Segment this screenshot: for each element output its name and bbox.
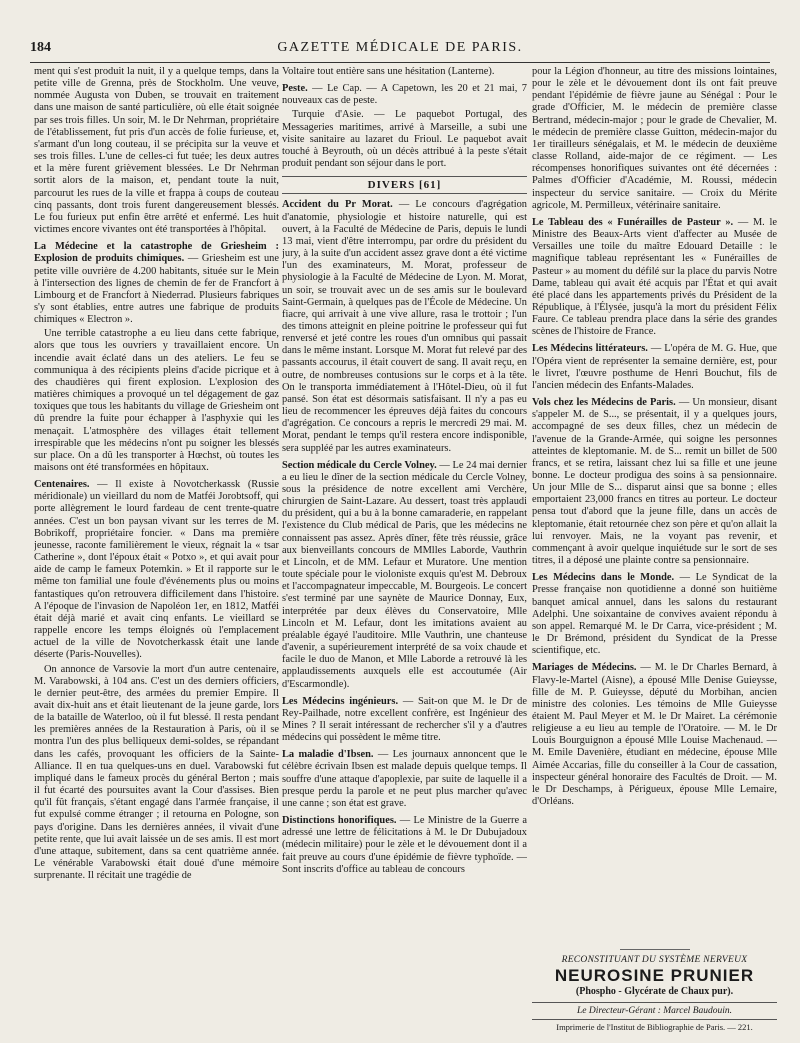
article-body: Un monsieur, disant s'appeler M. de S..., se présentait, il y a quelques jours, accompagné de ses deux filles, chez un médecin de l'avenue de la Grande-Armée, qui soigne les personnes atteintes de kleptomanie. M. de S... remit un billet de 500 francs, et se retira, laissant chez lui sa fille et une jeune bonne. Le docteur prodigua des soins à sa pensionnaire. Un jour Mlle de S... disparut ainsi que sa bonne ; elles emportaient 23,000 francs en titres au porteur. Le docteur pensa tout d'abord que la jeune fille, dans un accès de kleptomanie, était retournée chez son père et qu'on allait la lui renvoyer. Mais, ne la voyant pas revenir, et commençant à avoir quelque inquiétude sur le sort de ses titres, il a déposé une plainte contre sa pensionnaire. — [532, 397, 777, 567]
article: La maladie d'Ibsen. — Les journaux annoncent que le célèbre écrivain Ibsen est malade depuis quelque temps. Il souffre d'une attaque d'apoplexie, par suite de laquelle il a presque perdu la parole et ne peut plus marcher qu'avec une canne ; son état est grave. — [282, 749, 527, 809]
article-title: Les Médecins dans le Monde. — [532, 572, 675, 584]
page-number: 184 — [30, 40, 51, 55]
article: Section médicale du Cercle Volney. — Le 24 mai dernier a eu lieu le dîner de la section médicale du Cercle Volney, sous la présidence de notre excellent ami Verchère, chirurgien de Saint-Lazare. Au dessert, toast très applaudi du président, qui a bu à la bonne camaraderie, en rappelant l'existence du Club médical de Paris, que les médecins ne connaissent pas assez. Après dîner, fête très réussie, grâce aux bienveillants concours de MMlles Laborde, Vauthrin et Lincoln, et de MM. Lefaur et Muratore. Une mention toute spéciale pour le violoniste exquis qu'est M. Debroux et l'accompagnateur impeccable, M. Bourgeois. Le concert s'est terminé par une saynète de Maurice Donnay, Eux, interprétée par deux élèves du Conservatoire, Mlle Lincoln et M. Lefaur, dont les imitations avaient au préalable égayé l'auditoire. Mlle Vauthrin, une chanteuse d'avenir, a supérieurement interprété de sa voix chaude et facile le duo de Manon, et Mlle Laborde a retrouvé là les applaudissements auxquels elle est accoutumée (Air d'Escarmondle). — [282, 459, 527, 690]
article-body: M. le Ministre des Beaux-Arts vient d'affecter au Musée de Versailles une toile du maître Edouard Detaille : le magnifique tableau représentant les « Funérailles de Pasteur » au moment du défilé sur la place du parvis Notre Dame, tableau qui avait été acquis par l'État et qui avait été placé dans les appartements privés du Président de la République, à l'Élysée, jusqu'à la mort du président Félix Faure. Ce tableau prendra place dans la série des grandes scènes de l'histoire de France. — [532, 216, 777, 338]
article-text — [34, 328, 279, 474]
article-title: Les Médecins littérateurs. — [532, 343, 648, 355]
article-text — [34, 664, 279, 883]
ad-product-description: (Phospho - Glycérate de Chaux pur). — [575, 986, 734, 997]
article-title: Le Tableau des « Funérailles de Pasteur ». — [532, 216, 734, 228]
article-body: Une terrible catastrophe a eu lieu dans cette fabrique, alors que tous les ouvriers y travaillaient encore. Un incendie avait éclaté dans un des ateliers. Le feu se communiqua à des récipients pleins d'acide picrique et à des chaudières qui firent explosion. L'explosion des matières chimiques a provoqué un tel dégagement de gaz toxiques que tous les habitants du village de Griesheim ont dû prendre la fuite pour échapper à l'asphyxie qui les menaçait. L'atmosphère des villages était tellement irrespirable que les médecins n'ont pu soigner les blessés sur place. On a dû les transporter à Hœchst, où toutes les maisons ont été transformées en hôpitaux. — [34, 328, 279, 473]
ad-separator — [620, 949, 690, 950]
column-middle — [282, 66, 527, 1036]
article-text — [34, 66, 279, 236]
article: Peste. — Le Cap. — A Capetown, les 20 et 21 mai, 7 nouveaux cas de peste. — [282, 83, 527, 107]
article-title: Les Médecins ingénieurs. — [282, 695, 399, 707]
page-footer — [532, 1002, 777, 1032]
article-body: ment qui s'est produit la nuit, il y a quelque temps, dans la petite ville de Grenna, près de Stockholm. Une veuve, nommée Augusta von Duben, se trouvait en traitement dans une maison de santé particulière, où elle était soignée par ses trois filles. Un soir, M. le Dr Nehrman, propriétaire de l'établissement, fut pris d'un accès de folie furieuse, et, s'armant d'un long couteau, il se précipita sur la veuve et ses trois filles. L'une de celles-ci fut tuée; les deux autres et la mère furent grièvement blessées. Le Dr Nehrman sortit alors de la maison, et, pendant toute la nuit, parcourut les rues de la ville et frappa à coups de couteau cinq passants, dont trois furent dangereusement blessés. Le fou furieux put enfin être arrêté et enfermé. Les huit victimes encore vivantes ont été transportées à l'hôpital. — [34, 66, 279, 236]
ad-product-name: NEUROSINE PRUNIER — [554, 966, 755, 985]
article-title: La Médecine et la catastrophe de Griesheim : Explosion de produits chimiques. — [34, 241, 279, 265]
article: Le Tableau des « Funérailles de Pasteur ». — M. le Ministre des Beaux-Arts vient d'affecter au Musée de Versailles une toile du maître Edouard Detaille : le magnifique tableau représentant les « Funérailles de Pasteur » au moment du défilé sur la place du parvis Notre Dame, tableau qui avait été acquis par l'État et qui avait été placé dans les appartements privés du Président de la République, à l'Élysée, jusqu'à la mort du président Félix Faure. Ce tableau prendra place dans la série des grandes scènes de l'histoire de France. — [532, 216, 777, 338]
section-heading-divers: DIVERS [61] — [282, 176, 527, 194]
article-body: Le Cap. — A Capetown, les 20 et 21 mai, 7 nouveaux cas de peste. — [282, 83, 527, 107]
article-body: Le 24 mai dernier a eu lieu le dîner de la section médicale du Cercle Volney, sous la présidence de notre excellent ami Verchère, chirurgien de Saint-Lazare. Au dessert, toast très applaudi du président, qui a bu à la bonne camaraderie, en rappelant l'existence du Club médical de Paris, que les médecins ne connaissent pas assez. Après dîner, fête très réussie, grâce aux bienveillants concours de MMlles Laborde, Vauthrin et Lincoln, et de MM. Lefaur et Muratore. Une mention toute spéciale pour le violoniste exquis qu'est M. Debroux et l'accompagnateur impeccable, M. Bourgeois. Le concert s'est terminé par une saynète de Maurice Donnay, Eux, interprétée par deux élèves du Conservatoire, Mlle Lincoln et M. Lefaur, dont les imitations avaient au préalable égayé l'auditoire. Mlle Vauthrin, une chanteuse d'avenir, a supérieurement interprété de sa voix chaude et facile le duo de Manon, et Mlle Laborde a retrouvé là les applaudissements auxquels elle est accoutumée (Air d'Escarmondle). — [282, 459, 527, 690]
header-rule — [30, 62, 770, 63]
director-line: Le Directeur-Gérant : Marcel Baudouin. — [532, 1002, 777, 1016]
article: Accident du Pr Morat. — Le concours d'agrégation d'anatomie, physiologie et histoire naturelle, qui est ouvert, à la Faculté de Médecine de Paris, depuis le lundi 13 mai, vient d'être interrompu, par ordre du président du jury, à la suite d'un accident assez grave dont a été victime l'un des examinateurs, M. Morat, professeur de physiologie à la Faculté de Médecine de Lyon. M. Morat, un soir, se trouvait avec un de ses amis sur le boulevard Saint-Germain, à quelques pas de l'École de Médecine. Un fiacre, qui arrivait à une vive allure, rasa le trottoir ; l'un des timons atteignit en pleine poitrine le professeur qui fut renversé et jeté contre les roues d'un omnibus qui passait dans le même instant. Lorsque M. Morat fut relevé par des passants accourus, il était couvert de sang. Il avait reçu, en outre, de nombreuses contusions sur le corps et à la tête. On le transporta immédiatement à l'Hôtel-Dieu, où il fut pansé. Son état est désormais satisfaisant. Il n'y a pas eu lieu de recommencer les épreuves déjà faites du concours d'agrégation. Ce concours a repris le mercredi 29 mai. M. Morat, pendant le temps qu'il restera encore indisponible, sera suppléé par les autres examinateurs. — [282, 199, 527, 454]
advertisement — [532, 944, 777, 997]
article: Les Médecins ingénieurs. — Sait-on que M. le Dr de Rey-Pailhade, notre excellent confrère, est Ingénieur des Mines ? Il serait intéressant de rechercher s'il y a d'autres médecins qui possèdent le même titre. — [282, 695, 527, 744]
article-title: Peste. — [282, 83, 308, 95]
article-body: Sait-on que M. le Dr de Rey-Pailhade, notre excellent confrère, est Ingénieur des Mines ? Il serait intéressant de rechercher s'il y a d'autres médecins qui possèdent le même titre. — [282, 695, 527, 744]
article-title: Vols chez les Médecins de Paris. — [532, 397, 676, 409]
column-left — [34, 66, 279, 1036]
article-body: Griesheim est une petite ville ouvrière de 4.200 habitants, située sur le Mein à l'intersection des lignes de chemin de fer de Francfort à Limbourg et de Francfort à Niederrad. Plusieurs fabriques s'y sont établies, entre autres une fabrique de produits chimiques « Electron ». — [34, 253, 279, 326]
article: Mariages de Médecins. — M. le Dr Charles Bernard, à Flavy-le-Martel (Aisne), a épousé Mlle Denise Guieysse, fille de M. P. Guieysse, député du Morbihan, ancien ministre des colonies. Les témoins de Mlle Guieysse étaient M. Paul Meyer et M. le Dr Mairet. La cérémonie religieuse a eu lieu au temple de l'Oratoire. — M. le Dr Louis Bourguignon a épousé Mlle Louise Machenaud. — M. Emile Davenière, étudiant en médecine, épouse Mlle Aimée Accarias, fille du conseiller à la Cour de cassation, inspecteur général honoraire des Facultés de Droit. — M. le Dr Deschamps, à Périgueux, épouse Mlle Lemaire, d'Orléans. — [532, 662, 777, 808]
article-body: Le Ministre de la Guerre a adressé une lettre de félicitations à M. le Dr Dubujadoux (médecin militaire) pour le zèle et le dévouement dont il a fait preuve au cours d'une épidémie de fièvre typhoïde. — Sont inscrits d'office au tableau de concours — [282, 815, 527, 875]
article-body: pour la Légion d'honneur, au titre des missions lointaines, pour le zèle et le dévouement dont ils ont fait preuve pendant l'épidémie de fièvre jaune au Sénégal : Pour le grade d'Officier, M. le médecin de première classe Bertrand, médecin-major ; pour le grade de Chevalier, M. le médecin de première classe Guitton, médecin-major du 1er tirailleurs sénégalais, et M. le médecin de deuxième classe Rolland, aide-major de ce régiment. — Les récompenses honorifiques suivantes ont été décernées : Palmes d'Officier d'Académie, M. Roussi, médecin inspecteur du service sanitaire. — Croix du Mérite agricole, M. Permilleux, vétérinaire sanitaire. — [532, 66, 777, 211]
article-title: Section médicale du Cercle Volney. — [282, 459, 437, 471]
article-body: M. le Dr Charles Bernard, à Flavy-le-Martel (Aisne), a épousé Mlle Denise Guieysse, fille de M. P. Guieysse, député du Morbihan, ancien ministre des colonies. Les témoins de Mlle Guieysse étaient M. Paul Meyer et M. le Dr Mairet. La cérémonie religieuse a eu lieu au temple de l'Oratoire. — M. le Dr Louis Bourguignon a épousé Mlle Louise Machenaud. — M. Emile Davenière, étudiant en médecine, épouse Mlle Aimée Accarias, fille du conseiller à la Cour de cassation, inspecteur général honoraire des Facultés de Droit. — M. le Dr Deschamps, à Périgueux, épouse Mlle Lemaire, d'Orléans. — [532, 662, 777, 808]
article-body: Le concours d'agrégation d'anatomie, physiologie et histoire naturelle, qui est ouvert, à la Faculté de Médecine de Paris, depuis le lundi 13 mai, vient d'être interrompu, par ordre du président du jury, à la suite d'un accident assez grave dont a été victime l'un des examinateurs, M. Morat, professeur de physiologie à la Faculté de Médecine de Lyon. M. Morat, un soir, se trouvait avec un de ses amis sur le boulevard Saint-Germain, à quelques pas de l'École de Médecine. Un fiacre, qui arrivait à une vive allure, rasa le trottoir ; l'un des timons atteignit en pleine poitrine le professeur qui fut renversé et jeté contre les roues d'un omnibus qui passait dans le même instant. Lorsque M. Morat fut relevé par des passants accourus, il était couvert de sang. Il avait reçu, en outre, de nombreuses contusions sur le corps et à la tête. On le transporta immédiatement à l'Hôtel-Dieu, où il fut pansé. Son état est désormais satisfaisant. Il n'y a pas eu lieu de recommencer les épreuves déjà faites du concours d'agrégation. Ce concours a repris le mercredi 29 mai. M. Morat, pendant le temps qu'il restera encore indisponible, sera suppléé par les autres examinateurs. — [282, 199, 527, 454]
article-body: Turquie d'Asie. — Le paquebot Portugal, des Messageries maritimes, arrivé à Marseille, a subi une visite sanitaire au lazaret du Frioul. Le paquebot avait touché à Beyrouth, où un décès attribué à la peste s'était produit pendant son séjour dans le port. — [282, 109, 527, 170]
article-title: La maladie d'Ibsen. — [282, 749, 374, 761]
article: Les Médecins dans le Monde. — Le Syndicat de la Presse française non quotidienne a donné son huitième banquet amical annuel, dans les salons du restaurant Adelphi. Une soixantaine de convives avaient répondu à son appel. Remarqué M. le Dr Carra, vice-président ; M. le Dr Brémond, président du Syndicat de la Presse scientifique, etc. — [532, 572, 777, 657]
article: Vols chez les Médecins de Paris. — Un monsieur, disant s'appeler M. de S..., se présentait, il y a quelques jours, accompagné de ses deux filles, chez un médecin de l'avenue de la Grande-Armée, qui soigne les personnes atteintes de kleptomanie. M. de S... remit un billet de 500 francs, et se retira, laissant chez lui sa fille et une jeune bonne. Le docteur prodigua des soins à sa pensionnaire. Un jour Mlle de S... disparut ainsi que sa bonne ; elles emportaient 23,000 francs en titres au porteur. Le docteur pensa tout d'abord que la jeune fille, dans un accès de kleptomanie, était retournée chez son père et qu'on allait la lui renvoyer. Mais, ne la voyant pas revenir, et commençant à avoir quelque inquiétude sur le sort de ses titres, il a déposé une plainte contre sa pensionnaire. — [532, 397, 777, 567]
article: La Médecine et la catastrophe de Griesheim : Explosion de produits chimiques. — Griesheim est une petite ville ouvrière de 4.200 habitants, située sur le Mein à l'intersection des lignes de chemin de fer de Francfort à Limbourg et de Francfort à Niederrad. Plusieurs fabriques s'y sont établies, entre autres une fabrique de produits chimiques « Electron ». — [34, 241, 279, 326]
article-text — [282, 109, 527, 170]
article-text — [282, 66, 527, 78]
article-title: Accident du Pr Morat. — [282, 199, 393, 211]
article-text — [532, 66, 777, 212]
article-body: On annonce de Varsovie la mort d'un autre centenaire, M. Varabowski, à 104 ans. C'est un des derniers officiers, le dernier peut-être, des armées du premier Empire. Il avait dix-huit ans et était lieutenant de la jeune garde, lors de la bataille de Waterloo, où il fut blessé. Il resta pendant les premières années de la Restauration à Paris, où il se montra l'un des plus belliqueux demi-soldes, se répandant dans les cafés, provoquant les officiers de la Sainte-Alliance. Il en tua quelques-uns en duel. Varabowski fut impliqué dans le fameux procès du général Berton ; mais il fut écarté des poursuites avant la Cour d'assises. Bien qu'il fût français, s'étant engagé dans l'armée française, il fut expulsé comme étranger ; il retourna en Pologne, son pays d'origine. Dans les dernières années, il vivait d'une petite rente, que lui avait laissée un de ses amis. Il est mort d'une attaque, subitement, dans sa cent quatrième année. Le vénérable Varabowski était doué d'une mémoire surprenante. Il récitait une tragédie de — [34, 663, 279, 882]
article-body: Le Syndicat de la Presse française non quotidienne a donné son huitième banquet amical annuel, dans les salons du restaurant Adelphi. Une soixantaine de convives avaient répondu à son appel. Remarqué M. le Dr Carra, vice-président ; M. le Dr Brémond, président du Syndicat de la Presse scientifique, etc. — [532, 572, 777, 657]
article-body: Voltaire tout entière sans une hésitation (Lanterne). — [282, 66, 495, 77]
journal-title: GAZETTE MÉDICALE DE PARIS. — [277, 40, 523, 55]
article-title: Centenaires. — [34, 479, 90, 491]
article-title: Distinctions honorifiques. — [282, 815, 397, 827]
article-body: Il existe à Novotcherkassk (Russie méridionale) un vieillard du nom de Matféi Jorobtsoff, qui porte allègrement le lourd fardeau de cent trente-quatre années. C'est un bon paysan vivant sur les terres de M. Bobrikoff, propriétaire foncier. « Dans ma première jeunesse, raconte familièrement le vieux, régnait la « tsar Catherine », dont l'époux était « Potxo », et qui avait pour aide de camp le fameux Potemkin. » Et il rapporte sur le même ton familial une foule d'événements plus ou moins fantastiques qu'on retrouvera difficilement dans l'histoire. A l'époque de l'invasion de Napoléon 1er, en 1812, Matféi était déjà marié et avait cinq enfants. Le vieillard se rappelle encore les temps éloignés où l'emplacement actuel de la ville de Novotcherkassk était une lande déserte (Paris-Nouvelles). — [34, 479, 279, 661]
column-right — [532, 66, 777, 936]
article-body: L'opéra de M. G. Hue, que l'Opéra vient de représenter la semaine dernière, est, pour le livret, l'œuvre posthume de Henri Bouchut, fils de l'ancien médecin des Enfants-Malades. — [532, 343, 777, 391]
article-title: Mariages de Médecins. — [532, 662, 637, 674]
page-header — [30, 40, 770, 60]
article: Distinctions honorifiques. — Le Ministre de la Guerre a adressé une lettre de félicitations à M. le Dr Dubujadoux (médecin militaire) pour le zèle et le dévouement dont il a fait preuve au cours d'une épidémie de fièvre typhoïde. — Sont inscrits d'office au tableau de concours — [282, 815, 527, 875]
article: Les Médecins littérateurs. — L'opéra de M. G. Hue, que l'Opéra vient de représenter la semaine dernière, est, pour le livret, l'œuvre posthume de Henri Bouchut, fils de l'ancien médecin des Enfants-Malades. — [532, 343, 777, 391]
printer-line: Imprimerie de l'Institut de Bibliographie de Paris. — 221. — [532, 1019, 777, 1032]
article-body: Les journaux annoncent que le célèbre écrivain Ibsen est malade depuis quelque temps. Il souffre d'une attaque d'apoplexie, par suite de laquelle il a presque perdu la parole et ne peut plus marcher qu'avec une canne ; son état est grave. — [282, 749, 527, 809]
ad-tagline: RECONSTITUANT DU SYSTÈME NERVEUX — [561, 955, 748, 965]
article: Centenaires. — Il existe à Novotcherkassk (Russie méridionale) un vieillard du nom de Matféi Jorobtsoff, qui porte allègrement le lourd fardeau de cent trente-quatre années. C'est un bon paysan vivant sur les terres de M. Bobrikoff, propriétaire foncier. « Dans ma première jeunesse, raconte familièrement le vieux, régnait la « tsar Catherine », dont l'époux était « Potxo », et qui avait pour aide de camp le fameux Potemkin. » Et il rapporte sur le même ton familial une foule d'événements plus ou moins fantastiques qu'on retrouvera difficilement dans l'histoire. A l'époque de l'invasion de Napoléon 1er, en 1812, Matféi était déjà marié et avait cinq enfants. Le vieillard se rappelle encore les temps éloignés où l'emplacement actuel de la ville de Novotcherkassk était une lande déserte (Paris-Nouvelles). — [34, 479, 279, 661]
